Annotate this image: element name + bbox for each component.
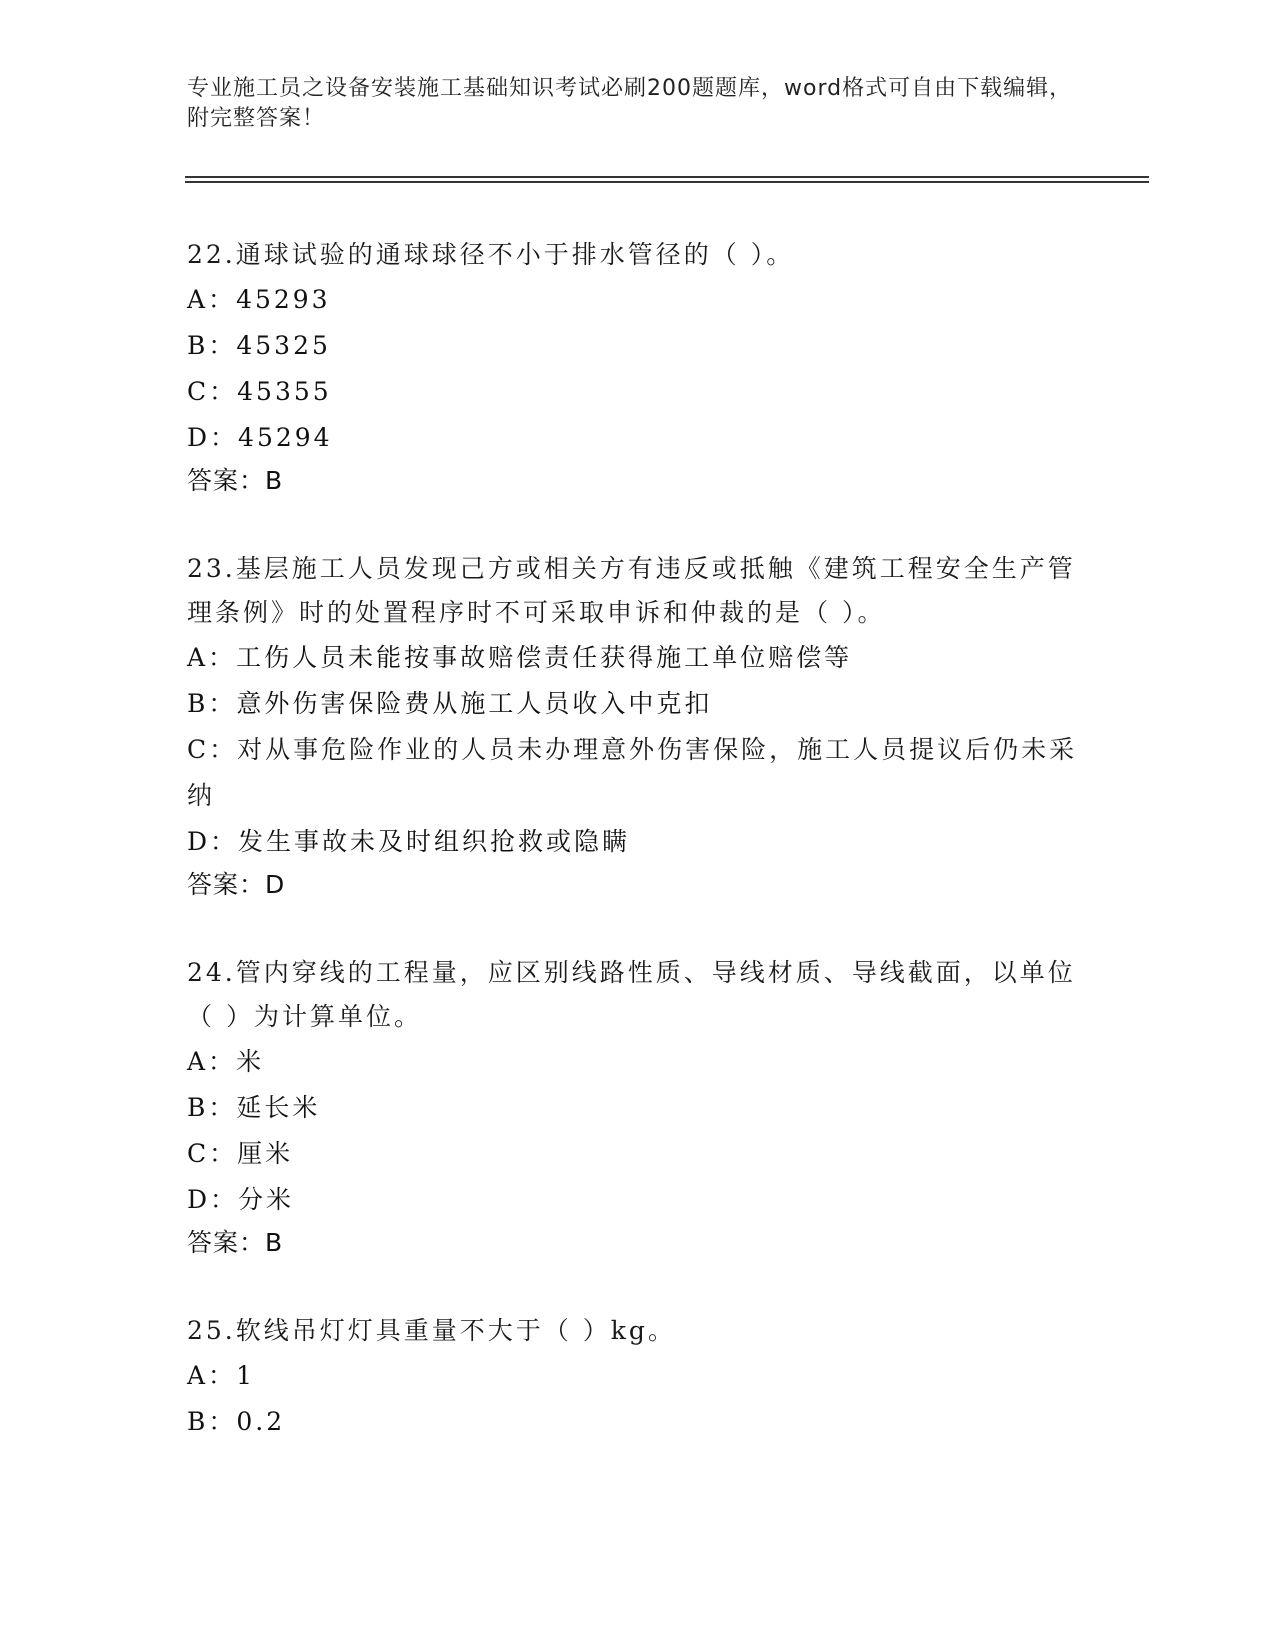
question-stem: 24.管内穿线的工程量，应区别线路性质、导线材质、导线截面，以单位（ ）为计算单位。 [187, 958, 1076, 1031]
option-a [187, 635, 1087, 681]
answer-line: 答案：B [187, 1228, 284, 1257]
option-text: 45294 [238, 423, 333, 452]
option-text: 45355 [237, 377, 332, 406]
answer-line: 答案：D [187, 870, 286, 899]
option-key: D： [187, 1185, 239, 1214]
option-key: C： [187, 735, 238, 764]
option-a [187, 1353, 1087, 1399]
option-text: 工伤人员未能按事故赔偿责任获得施工单位赔偿等 [236, 643, 853, 672]
option-b [187, 323, 1087, 369]
option-key: B： [187, 1407, 237, 1436]
option-text: 分米 [238, 1185, 295, 1214]
option-a [187, 277, 1087, 323]
option-key: D： [187, 423, 239, 452]
option-text: 45293 [236, 285, 331, 314]
option-key: B： [187, 1093, 237, 1122]
option-key: B： [187, 689, 237, 718]
option-d [187, 415, 1087, 461]
question-24 [187, 951, 1087, 1263]
question-stem: 23.基层施工人员发现己方或相关方有违反或抵触《建筑工程安全生产管理条例》时的处置程序时不可采取申诉和仲裁的是（ ）。 [187, 554, 1076, 627]
option-text: 45325 [236, 331, 331, 360]
option-key: C： [187, 1139, 238, 1168]
option-text: 延长米 [236, 1093, 321, 1122]
header-double-rule [185, 176, 1149, 183]
option-d [187, 1177, 1087, 1223]
option-b [187, 1085, 1087, 1131]
option-key: C： [187, 377, 238, 406]
option-text: 意外伤害保险费从施工人员收入中克扣 [236, 689, 713, 718]
option-b [187, 1399, 1087, 1445]
option-key: A： [187, 643, 237, 672]
option-key: A： [187, 1047, 237, 1076]
option-c [187, 1131, 1087, 1177]
question-23 [187, 547, 1087, 905]
question-22 [187, 233, 1087, 501]
question-stem: 25.软线吊灯灯具重量不大于（ ）kg。 [187, 1316, 676, 1345]
option-text: 1 [236, 1361, 255, 1390]
question-stem: 22.通球试验的通球球径不小于排水管径的（ ）。 [187, 240, 795, 269]
answer-line: 答案：B [187, 466, 284, 495]
question-list [187, 233, 1087, 1491]
option-text: 0.2 [236, 1407, 286, 1436]
option-c [187, 727, 1087, 819]
option-text: 厘米 [237, 1139, 294, 1168]
option-key: D： [187, 827, 239, 856]
option-d [187, 819, 1087, 865]
option-key: A： [187, 285, 237, 314]
option-key: A： [187, 1361, 237, 1390]
option-b [187, 681, 1087, 727]
option-c [187, 369, 1087, 415]
document-header: 专业施工员之设备安装施工基础知识考试必刷200题题库，word格式可自由下载编辑，附完整答案！ [187, 76, 1073, 131]
option-a [187, 1039, 1087, 1085]
option-text: 米 [236, 1047, 265, 1076]
option-text: 对从事危险作业的人员未办理意外伤害保险，施工人员提议后仍未采纳 [187, 735, 1078, 810]
question-25 [187, 1309, 1087, 1445]
option-key: B： [187, 331, 237, 360]
option-text: 发生事故未及时组织抢救或隐瞒 [238, 827, 631, 856]
